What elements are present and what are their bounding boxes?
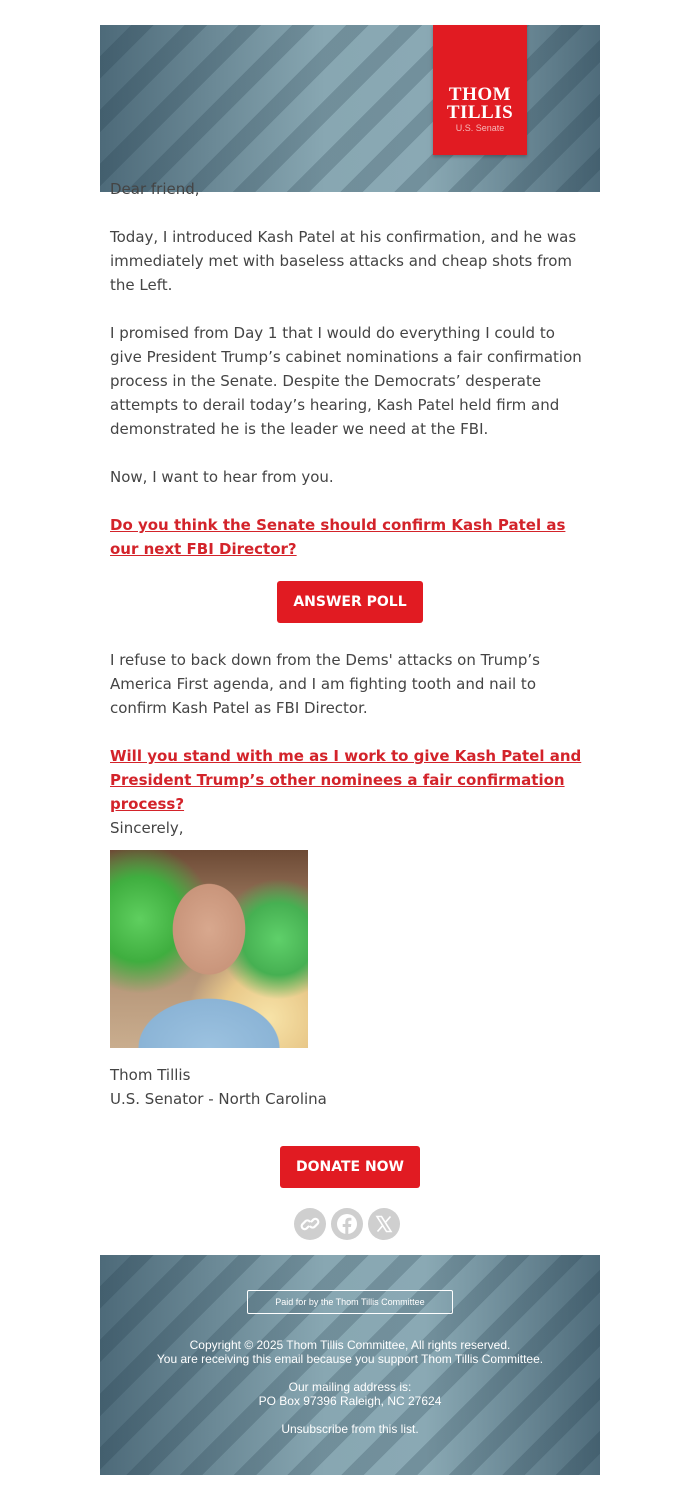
signature — [110, 1063, 590, 1111]
paid-for-disclaimer: Paid for by the Thom Tillis Committee — [247, 1290, 453, 1314]
logo-line-1: THOM — [448, 84, 512, 105]
poll-question-paragraph — [110, 513, 590, 561]
footer-gap-2 — [100, 1408, 600, 1422]
paragraph-2: I promised from Day 1 that I would do everything I could to give President Trump’s cabinet nominations a fair confirmation process in the Senate. Despite the Democrats’ desperate attempts to derail today’s hearing, Kash Patel held firm and demonstrated he is the leader we need at the FBI. — [110, 324, 582, 438]
signature-name: Thom Tillis — [110, 1066, 191, 1084]
paragraph-3: Now, I want to hear from you. — [110, 468, 334, 486]
paragraph-1: Today, I introduced Kash Patel at his confirmation, and he was immediately met with baseless attacks and cheap shots from the Left. — [110, 228, 577, 294]
footer-text — [100, 1338, 600, 1436]
paragraph-4: I refuse to back down from the Dems' attacks on Trump’s America First agenda, and I am fighting tooth and nail to confirm Kash Patel as FBI Director. — [110, 651, 540, 717]
senator-photo — [110, 850, 308, 1048]
poll-question-link[interactable]: Do you think the Senate should confirm Kash Patel as our next FBI Director? — [110, 516, 566, 558]
signature-title: U.S. Senator - North Carolina — [110, 1090, 327, 1108]
x-icon[interactable] — [368, 1208, 400, 1240]
link-icon[interactable] — [294, 1208, 326, 1240]
answer-poll-button[interactable]: ANSWER POLL — [277, 581, 423, 623]
stand-with-me-paragraph — [110, 744, 590, 816]
email-footer — [100, 1255, 600, 1475]
subscription-reason: You are receiving this email because you support Thom Tillis Committee. — [156, 1352, 544, 1366]
mailing-label: Our mailing address is: — [288, 1380, 412, 1394]
stand-with-me-link[interactable]: Will you stand with me as I work to give Kash Patel and President Trump’s other nominees a fair confirmation process? — [110, 747, 582, 813]
facebook-icon[interactable] — [331, 1208, 363, 1240]
unsubscribe-link[interactable]: Unsubscribe from this list. — [281, 1422, 419, 1436]
greeting: Dear friend, — [110, 180, 200, 198]
logo-line-3: U.S. Senate — [455, 123, 505, 133]
email-container — [100, 0, 600, 1436]
mailing-address: PO Box 97396 Raleigh, NC 27624 — [258, 1394, 442, 1408]
footer-gap — [100, 1366, 600, 1380]
social-icons — [294, 1208, 406, 1240]
closing: Sincerely, — [110, 819, 184, 837]
copyright-text: Copyright © 2025 Thom Tillis Committee, All rights reserved. — [189, 1338, 511, 1352]
thom-tillis-logo — [433, 25, 527, 155]
logo-line-2: TILLIS — [446, 102, 514, 123]
donate-now-button[interactable]: DONATE NOW — [280, 1146, 420, 1188]
email-header-banner — [100, 25, 600, 192]
